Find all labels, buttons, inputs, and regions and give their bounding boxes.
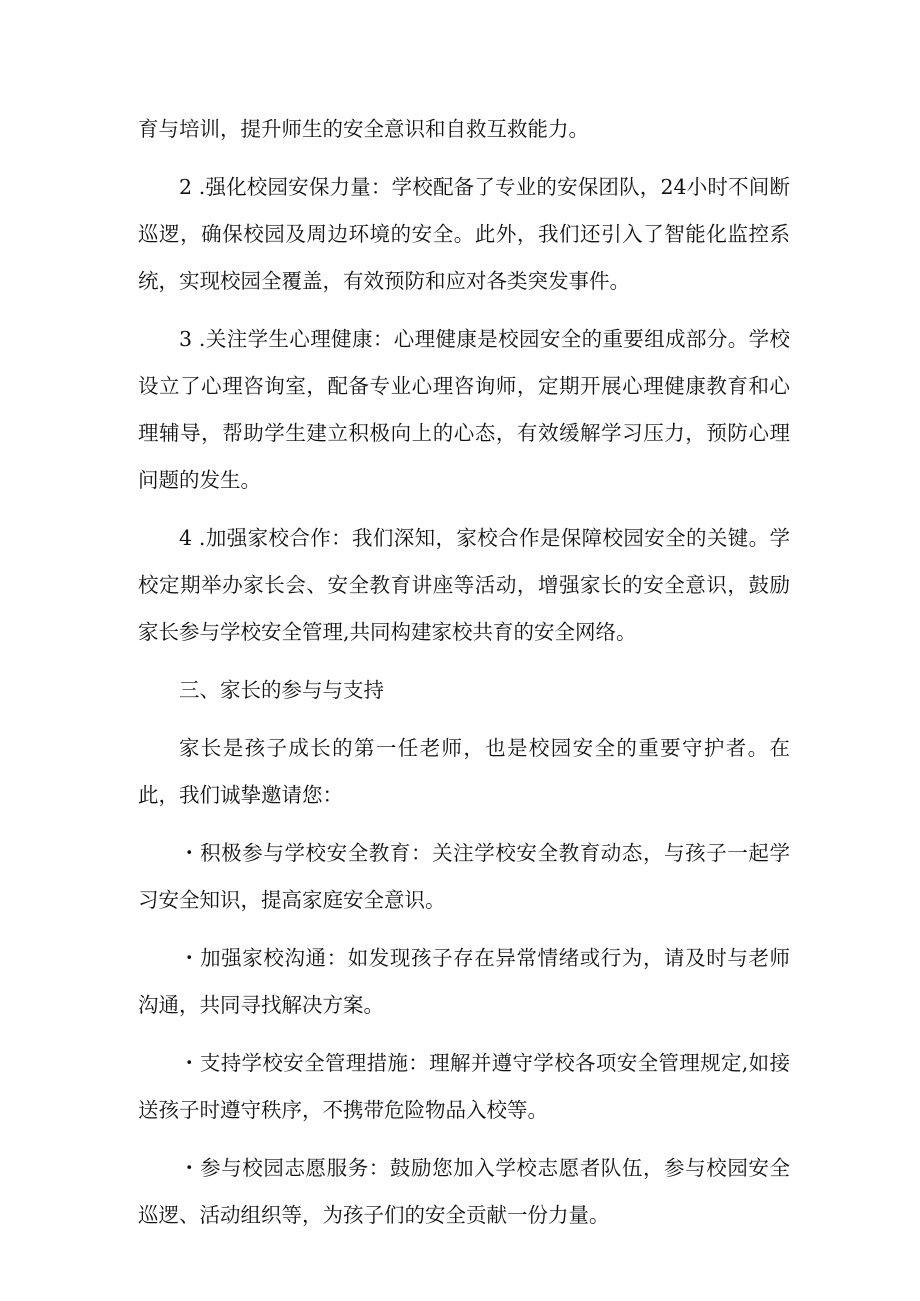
bullet-volunteer-service: ・参与校园志愿服务：鼓励您加入学校志愿者队伍，参与校园安全巡逻、活动组织等，为孩子们的安全贡献一份力量。 [138,1156,790,1227]
paragraph-home-school-cooperation: 4 .加强家校合作：我们深知，家校合作是保障校园安全的关键。学校定期举办家长会、安全教育讲座等活动，增强家长的安全意识，鼓励家长参与学校安全管理,共同构建家校共育的安全网络。 [138,526,790,644]
bullet-communication: ・加强家校沟通：如发现孩子存在异常情绪或行为，请及时与老师沟通，共同寻找解决方案。 [138,946,790,1017]
bullet-safety-education: ・积极参与学校安全教育：关注学校安全教育动态，与孩子一起学习安全知识，提高家庭安全意识。 [138,841,790,912]
document-body [138,106,790,1239]
paragraph-mental-health: 3 .关注学生心理健康：心理健康是校园安全的重要组成部分。学校设立了心理咨询室，配备专业心理咨询师，定期开展心理健康教育和心理辅导，帮助学生建立积极向上的心态，有效缓解学习压力，预防心理问题的发生。 [138,327,790,492]
section-heading-parent-participation: 三、家长的参与与支持 [179,678,384,702]
paragraph-parent-invitation: 家长是孩子成长的第一任老师，也是校园安全的重要守护者。在此，我们诚挚邀请您： [138,736,790,807]
bullet-safety-measures: ・支持学校安全管理措施：理解并遵守学校各项安全管理规定,如接送孩子时遵守秩序，不携带危险物品入校等。 [138,1051,790,1122]
paragraph-security-force: 2 .强化校园安保力量：学校配备了专业的安保团队，24小时不间断巡逻，确保校园及周边环境的安全。此外，我们还引入了智能化监控系统，实现校园全覆盖，有效预防和应对各类突发事件。 [138,175,790,293]
paragraph-training-continued: 育与培训，提升师生的安全意识和自救互救能力。 [138,117,589,141]
